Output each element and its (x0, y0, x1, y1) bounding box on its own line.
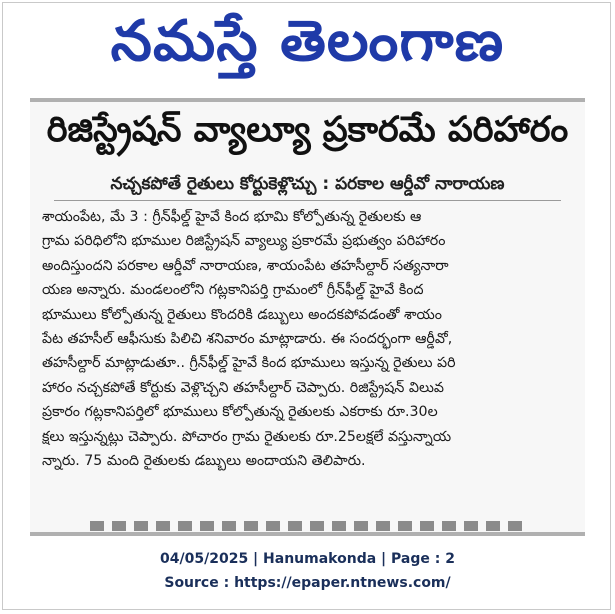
body-line: తహసీల్దార్ మాట్లాడుతూ.. గ్రీన్‌ఫీల్డ్ హైవే కింద భూములు ఇస్తున్న రైతులు పరి (42, 355, 456, 372)
body-line: యణ అన్నారు. మండలంలోని గట్లకానిపర్తి గ్రామంలో గ్రీన్‌ఫీల్డ్ హైవే కింద (42, 282, 424, 299)
body-line: శాయంపేట, మే 3 : గ్రీన్‌ఫీల్డ్ హైవే కింద భూమి కోల్పోతున్న రైతులకు ఆ (42, 209, 422, 225)
body-line: గ్రామ పరిధిలోని భూముల రిజిస్ట్రేషన్ వ్యాల్యు ప్రకారమే ప్రభుత్వం పరిహారం (42, 233, 446, 250)
body-line: భూములు కోల్పోతున్న రైతులు కొందరికి డబ్బులు అందకపోవడంతో శాయం (42, 306, 442, 323)
body-line: న్నారు. 75 మంది రైతులకు డబ్బులు అందాయని తెలిపారు. (42, 453, 366, 470)
article-body (42, 205, 573, 473)
body-line: పేట తహసీల్ ఆఫీసుకు పిలిచి శనివారం మాట్లాడారు. ఈ సందర్భంగా ఆర్డీవో, (42, 331, 453, 348)
source-caption: Source : https://epaper.ntnews.com/ (164, 575, 451, 591)
news-clipping (30, 102, 585, 532)
subhead-divider (54, 200, 561, 201)
article-headline: రిజిస్ట్రేషన్ వ్యాల్యూ ప్రకారమే పరిహారం (46, 110, 569, 150)
masthead-title: నమస్తే తెలంగాణ (110, 8, 505, 74)
body-line: ప్రకారం గట్లకానిపర్తిలో భూములు కోల్పోతున్న రైతులకు ఎకరాకు రూ.30ల (42, 404, 438, 421)
body-line: అందిస్తుందని పరకాల ఆర్డీవో నారాయణ, శాయంపేట తహసీల్దార్ సత్యనారా (42, 257, 449, 274)
newspaper-masthead (0, 8, 615, 88)
cropped-next-article-text (90, 521, 530, 531)
body-line: క్షలు ఇస్తున్నట్లు చెప్పారు. పోచారం గ్రామ రైతులకు రూ.25లక్షలే వస్తున్నాయ (42, 428, 452, 445)
body-line: హారం నచ్చకపోతే కోర్టుకు వెళ్లొచ్చని తహసీల్దార్ చెప్పారు. రిజిస్ట్రేషన్ విలువ (42, 379, 445, 396)
clipping-bottom-rule (30, 532, 585, 536)
dateline-caption: 04/05/2025 | Hanumakonda | Page : 2 (160, 551, 455, 567)
article-subhead: నచ్చకపోతే రైతులు కోర్టుకెళ్లొచ్చు : పరకాల ఆర్డీవో నారాయణ (110, 174, 505, 194)
